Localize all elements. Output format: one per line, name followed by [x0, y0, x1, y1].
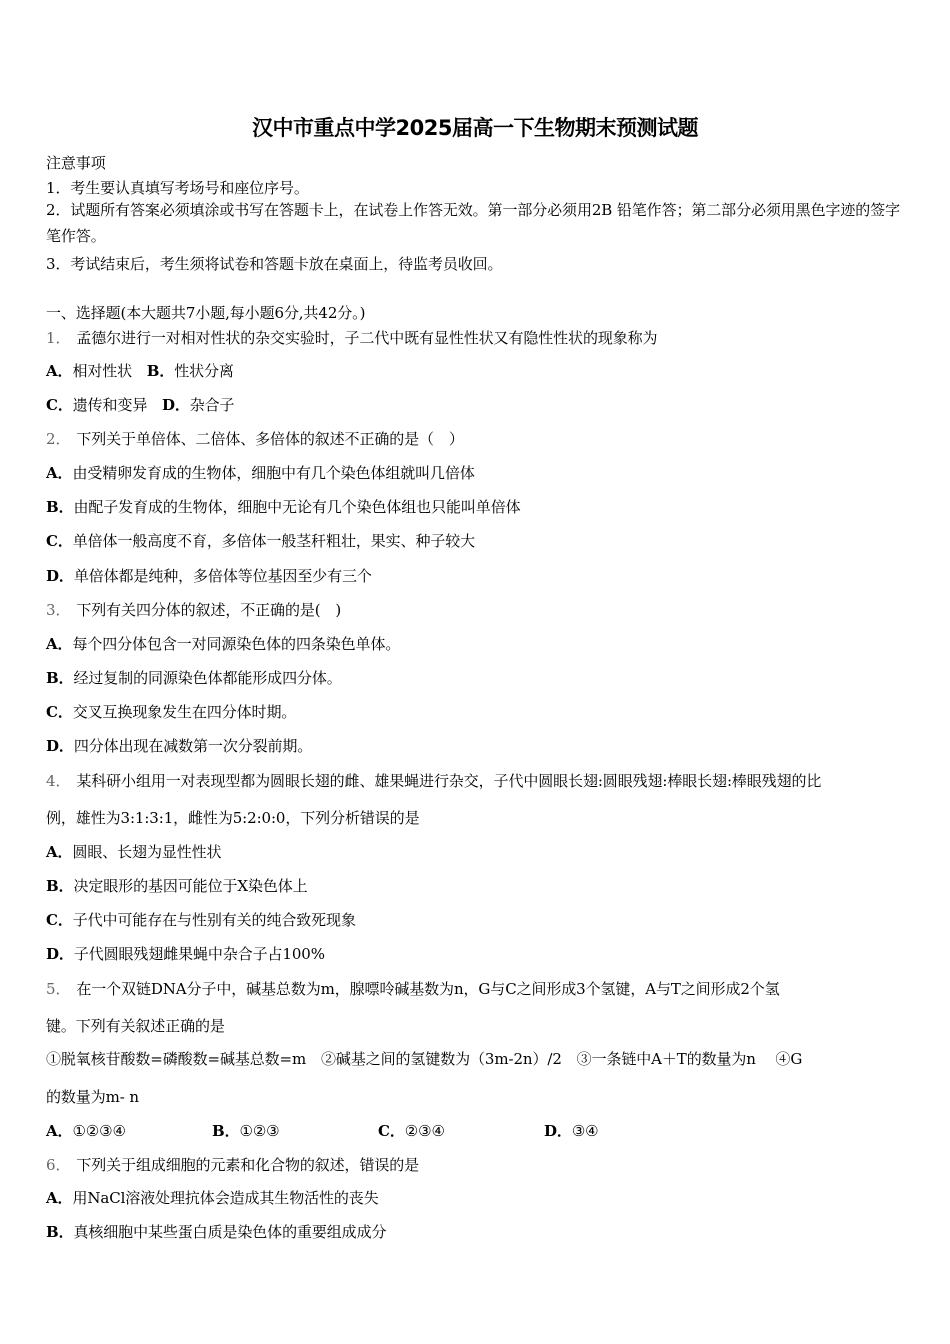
option-text: 相对性状 — [72, 362, 133, 380]
notice-heading: 注意事项 — [46, 154, 106, 172]
option-label: A． — [46, 1189, 73, 1207]
question-2 — [46, 428, 464, 449]
option-label: A． — [46, 843, 73, 861]
question-4-option-a — [46, 841, 221, 862]
option-text: 交叉互换现象发生在四分体时期。 — [72, 703, 297, 721]
option-text: ②③④ — [404, 1122, 445, 1140]
question-5-statements-continued: 的数量为m- n — [46, 1088, 139, 1106]
notice-item-1: 1．考生要认真填写考场号和座位序号。 — [46, 179, 309, 197]
question-5 — [46, 978, 780, 999]
question-2-option-b — [46, 496, 521, 517]
option-text: 杂合子 — [189, 396, 235, 414]
option-text: 单倍体都是纯种，多倍体等位基因至少有三个 — [73, 567, 372, 585]
option-label: D． — [46, 945, 74, 963]
option-text: ①②③④ — [72, 1122, 126, 1140]
question-text: 在一个双链DNA分子中，碱基总数为m，腺嘌呤碱基数为n，G与C之间形成3个氢键，A与T之间形成2个氢 — [76, 980, 780, 998]
option-text: 遗传和变异 — [72, 396, 148, 414]
question-3 — [46, 599, 341, 620]
question-2-option-a — [46, 462, 475, 483]
option-label: A． — [46, 1122, 73, 1140]
question-3-option-b — [46, 667, 342, 688]
option-text: 真核细胞中某些蛋白质是染色体的重要组成成分 — [73, 1223, 387, 1241]
question-3-option-a — [46, 633, 400, 654]
option-label: C． — [46, 532, 73, 550]
page-title: 汉中市重点中学2025届高一下生物期末预测试题 — [252, 116, 698, 140]
option-label: B． — [46, 877, 74, 895]
option-text: 经过复制的同源染色体都能形成四分体。 — [73, 669, 342, 687]
option-label: A． — [46, 362, 73, 380]
question-4-continued: 例，雄性为3:1:3:1，雌性为5:2:0:0，下列分析错误的是 — [46, 809, 420, 827]
option-text: 单倍体一般高度不育，多倍体一般茎秆粗壮，果实、种子较大 — [72, 532, 476, 550]
option-label: D． — [161, 396, 190, 414]
question-6 — [46, 1154, 419, 1175]
question-5-options — [46, 1120, 599, 1141]
option-text: 由配子发育成的生物体，细胞中无论有几个染色体组也只能叫单倍体 — [73, 498, 521, 516]
question-number: 4． — [46, 772, 71, 790]
option-label: B． — [146, 362, 175, 380]
question-4-option-b — [46, 875, 308, 896]
question-text: 某科研小组用一对表现型都为圆眼长翅的雌、雄果蝇进行杂交，子代中圆眼长翅:圆眼残翅:棒眼长翅:棒眼残翅的比 — [76, 772, 822, 790]
question-6-option-b — [46, 1221, 386, 1242]
question-6-option-a — [46, 1187, 379, 1208]
question-4-option-c — [46, 909, 356, 930]
question-1-option-row-1 — [46, 360, 234, 381]
option-text: 子代中可能存在与性别有关的纯合致死现象 — [72, 911, 356, 929]
option-label: B． — [46, 669, 74, 687]
option-text: 四分体出现在减数第一次分裂前期。 — [73, 737, 313, 755]
option-text: 决定眼形的基因可能位于X染色体上 — [73, 877, 308, 895]
question-text: 下列关于组成细胞的元素和化合物的叙述，错误的是 — [76, 1156, 420, 1174]
option-label: D． — [544, 1122, 572, 1140]
question-number: 1． — [46, 329, 71, 347]
option-label: C． — [46, 396, 73, 414]
option-label: B． — [46, 1223, 74, 1241]
question-text: 下列有关四分体的叙述，不正确的是( ) — [76, 601, 342, 619]
question-5-statements: ①脱氧核苷酸数=磷酸数=碱基总数=m ②碱基之间的氢键数为（3m-2n）/2 ③一条链中A＋T的数量为n ④G — [46, 1050, 803, 1068]
question-2-option-d — [46, 565, 372, 586]
option-text: 由受精卵发育成的生物体，细胞中有几个染色体组就叫几倍体 — [72, 464, 475, 482]
option-text: 每个四分体包含一对同源染色体的四条染色单体。 — [72, 635, 401, 653]
option-text: 性状分离 — [174, 362, 234, 380]
section-heading: 一、选择题(本大题共7小题,每小题6分,共42分。) — [46, 304, 366, 322]
question-number: 6． — [46, 1156, 71, 1174]
option-text: 用NaCl溶液处理抗体会造成其生物活性的丧失 — [72, 1189, 379, 1207]
question-3-option-c — [46, 701, 296, 722]
question-4 — [46, 770, 821, 791]
option-label: A． — [46, 464, 73, 482]
question-3-option-d — [46, 735, 312, 756]
option-label: B． — [212, 1122, 240, 1140]
notice-item-3: 3．考试结束后，考生须将试卷和答题卡放在桌面上，待监考员收回。 — [46, 255, 503, 273]
question-number: 5． — [46, 980, 71, 998]
option-label: A． — [46, 635, 73, 653]
option-label: D． — [46, 567, 74, 585]
question-4-option-d — [46, 943, 325, 964]
question-number: 3． — [46, 601, 71, 619]
notice-item-2: 2．试题所有答案必须填涂或书写在答题卡上，在试卷上作答无效。第一部分必须用2B 铅笔作答；第二部分必须用黑色字迹的签字笔作答。 — [46, 201, 900, 245]
option-text: 圆眼、长翅为显性性状 — [72, 843, 222, 861]
question-1 — [46, 327, 657, 348]
question-5-continued: 键。下列有关叙述正确的是 — [46, 1017, 225, 1035]
option-text: ③④ — [571, 1122, 599, 1140]
option-label: C． — [378, 1122, 405, 1140]
option-text: ①②③ — [239, 1122, 280, 1140]
option-label: C． — [46, 703, 73, 721]
question-2-option-c — [46, 530, 475, 551]
question-text: 下列关于单倍体、二倍体、多倍体的叙述不正确的是（ ） — [76, 430, 464, 448]
option-label: C． — [46, 911, 73, 929]
option-label: D． — [46, 737, 74, 755]
question-1-option-row-2 — [46, 394, 234, 415]
question-number: 2． — [46, 430, 71, 448]
option-text: 子代圆眼残翅雌果蝇中杂合子占100% — [73, 945, 325, 963]
question-text: 孟德尔进行一对相对性状的杂交实验时，子二代中既有显性性状又有隐性性状的现象称为 — [76, 329, 658, 347]
option-label: B． — [46, 498, 74, 516]
